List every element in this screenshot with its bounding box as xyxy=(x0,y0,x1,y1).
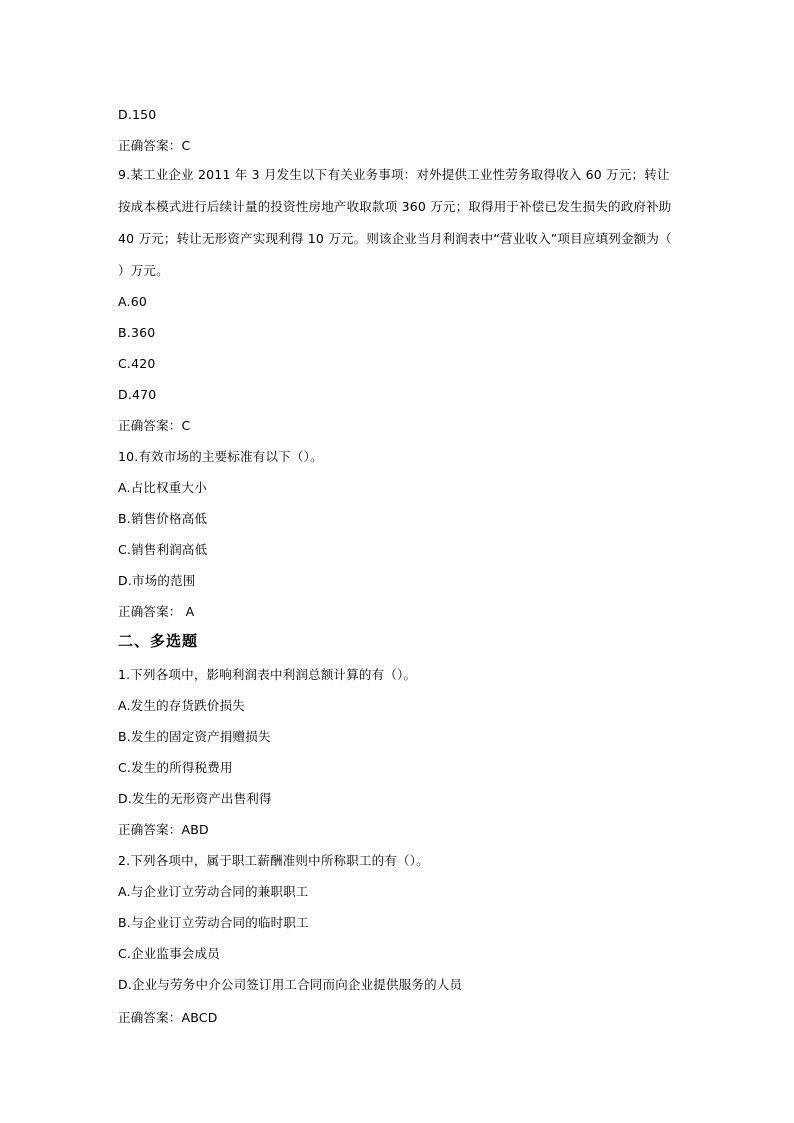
option-c: C.销售利润高低 xyxy=(118,542,208,557)
option-c: C.420 xyxy=(118,356,156,371)
multi-question-2-stem: 2.下列各项中，属于职工薪酬准则中所称职工的有（）。 xyxy=(118,853,429,868)
option-c: C.发生的所得税费用 xyxy=(118,760,233,775)
answer-line: 正确答案：ABCD xyxy=(118,1010,218,1025)
option-a: A.占比权重大小 xyxy=(118,480,207,495)
option-c: C.企业监事会成员 xyxy=(118,946,221,961)
question-10-stem: 10.有效市场的主要标准有以下（）。 xyxy=(118,449,323,464)
option-a: A.发生的存货跌价损失 xyxy=(118,698,246,713)
option-b: B.发生的固定资产捐赠损失 xyxy=(118,729,271,744)
answer-line: 正确答案：ABD xyxy=(118,822,209,837)
option-d: D.470 xyxy=(118,387,157,402)
answer-line: 正确答案：C xyxy=(118,418,191,433)
option-a: A.与企业订立劳动合同的兼职职工 xyxy=(118,884,309,899)
option-b: B.销售价格高低 xyxy=(118,511,208,526)
option-d: D.市场的范围 xyxy=(118,573,196,588)
option-d: D.发生的无形资产出售利得 xyxy=(118,791,272,806)
option-d: D.企业与劳务中介公司签订用工合同而向企业提供服务的人员 xyxy=(118,977,463,992)
option-d: D.150 xyxy=(118,107,157,122)
question-9-stem: 9.某工业企业 2011 年 3 月发生以下有关业务事项：对外提供工业性劳务取得收入 60 万元；转让按成本模式进行后续计量的投资性房地产收取款项 360 万元；取得用于补偿已发生损失的政府补助 40 万元；转让无形资产实现利得 10 万元。则该企业当月利润表中“营业收入”项目应填列金额为（ ）万元。 xyxy=(118,167,672,278)
multi-question-1-stem: 1.下列各项中，影响利润表中利润总额计算的有（）。 xyxy=(118,667,417,682)
answer-line: 正确答案：C xyxy=(118,138,191,153)
option-b: B.与企业订立劳动合同的临时职工 xyxy=(118,915,309,930)
option-a: A.60 xyxy=(118,294,148,309)
section-heading: 二、多选题 xyxy=(118,632,199,650)
answer-line: 正确答案： A xyxy=(118,604,195,619)
option-b: B.360 xyxy=(118,325,156,340)
